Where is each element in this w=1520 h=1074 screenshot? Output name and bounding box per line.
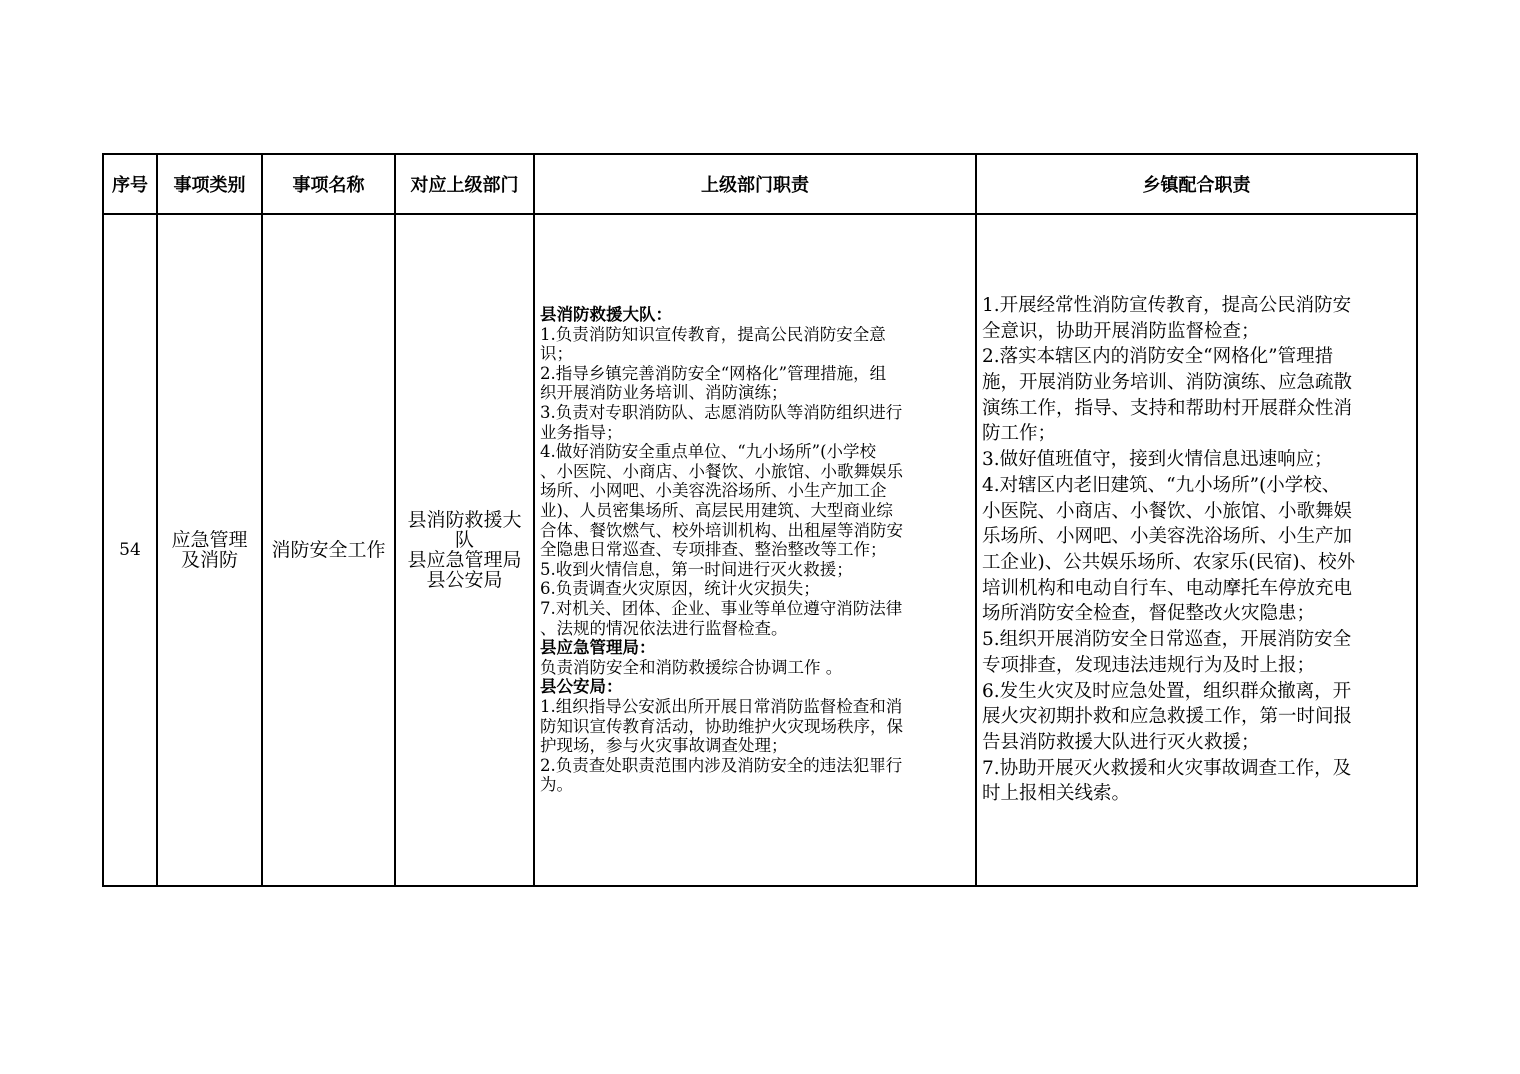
upper-duty-line: 为。 xyxy=(540,775,573,795)
header-row xyxy=(103,154,1417,214)
town-duty-line: 4.对辖区内老旧建筑、“九小场所”(小学校、 xyxy=(982,474,1341,496)
upper-duty-line: 负责消防安全和消防救援综合协调工作 。 xyxy=(540,657,843,677)
header-category: 事项类别 xyxy=(157,154,262,214)
dept-lines xyxy=(400,510,529,590)
cell-seq: 54 xyxy=(103,214,157,886)
cell-upper-duty xyxy=(534,214,976,886)
cell-category xyxy=(157,214,262,886)
town-duty-line: 展火灾初期扑救和应急救援工作，第一时间报 xyxy=(982,706,1353,728)
upper-duty-line: 6.负责调查火灾原因，统计火灾损失； xyxy=(540,579,820,599)
category-line: 应急管理 xyxy=(171,529,248,551)
town-duty-line: 时上报相关线索。 xyxy=(982,783,1131,805)
upper-duty-text xyxy=(540,305,969,795)
town-duty-line: 全意识，协助开展消防监督检查； xyxy=(982,320,1260,342)
upper-duty-line: 5.收到火情信息，第一时间进行灭火救援； xyxy=(540,559,853,579)
header-upper-duty: 上级部门职责 xyxy=(534,154,976,214)
cell-dept xyxy=(395,214,534,886)
town-duty-line: 场所消防安全检查，督促整改火灾隐患； xyxy=(982,603,1316,625)
upper-duty-line: 2.指导乡镇完善消防安全“网格化”管理措施，组 xyxy=(540,363,887,383)
town-duty-line: 5.组织开展消防安全日常巡查，开展消防安全 xyxy=(982,629,1352,651)
upper-duty-line: 场所、小网吧、小美容洗浴场所、小生产加工企 xyxy=(540,481,887,501)
header-dept: 对应上级部门 xyxy=(395,154,534,214)
town-duty-line: 3.做好值班值守，接到火情信息迅速响应； xyxy=(982,449,1333,471)
upper-duty-line: 2.负责查处职责范围内涉及消防安全的违法犯罪行 xyxy=(540,755,903,775)
upper-duty-line: 4.做好消防安全重点单位、“九小场所”(小学校 xyxy=(540,442,877,462)
town-duty-line: 乐场所、小网吧、小美容洗浴场所、小生产加 xyxy=(982,526,1353,548)
upper-duty-line: 县应急管理局： xyxy=(540,638,656,658)
town-duty-line: 专项排查，发现违法违规行为及时上报； xyxy=(982,654,1316,676)
upper-duty-line: 县公安局： xyxy=(540,677,623,697)
town-duty-text xyxy=(982,293,1412,807)
table-row xyxy=(103,214,1417,886)
town-duty-line: 小医院、小商店、小餐饮、小旅馆、小歌舞娱 xyxy=(982,500,1353,522)
upper-duty-line: 3.负责对专职消防队、志愿消防队等消防组织进行 xyxy=(540,403,903,423)
upper-duty-line: 识； xyxy=(540,344,573,364)
cell-town-duty xyxy=(976,214,1417,886)
cell-name: 消防安全工作 xyxy=(262,214,395,886)
upper-duty-line: 合体、餐饮燃气、校外培训机构、出租屋等消防安 xyxy=(540,520,903,540)
town-duty-line: 演练工作，指导、支持和帮助村开展群众性消 xyxy=(982,397,1353,419)
town-duty-line: 培训机构和电动自行车、电动摩托车停放充电 xyxy=(982,577,1353,599)
upper-duty-line: 、小医院、小商店、小餐饮、小旅馆、小歌舞娱乐 xyxy=(540,461,903,481)
upper-duty-line: 织开展消防业务培训、消防演练； xyxy=(540,383,788,403)
upper-duty-line: 县消防救援大队： xyxy=(540,305,672,325)
dept-line: 县公安局 xyxy=(426,569,503,591)
dept-line: 县消防救援大 xyxy=(407,509,522,531)
upper-duty-line: 全隐患日常巡查、专项排查、整治整改等工作； xyxy=(540,540,887,560)
town-duty-line: 防工作； xyxy=(982,423,1057,445)
dept-line: 县应急管理局 xyxy=(407,549,522,571)
town-duty-line: 6.发生火灾及时应急处置，组织群众撤离，开 xyxy=(982,680,1352,702)
upper-duty-line: 业务指导； xyxy=(540,422,623,442)
town-duty-line: 告县消防救援大队进行灭火救援； xyxy=(982,731,1260,753)
town-duty-line: 1.开展经常性消防宣传教育，提高公民消防安 xyxy=(982,294,1352,316)
upper-duty-line: 业)、人员密集场所、高层民用建筑、大型商业综 xyxy=(540,501,893,521)
town-duty-line: 施，开展消防业务培训、消防演练、应急疏散 xyxy=(982,372,1353,394)
category-lines xyxy=(162,530,257,570)
town-duty-line: 2.落实本辖区内的消防安全“网格化”管理措 xyxy=(982,346,1334,368)
upper-duty-line: 1.组织指导公安派出所开展日常消防监督检查和消 xyxy=(540,696,903,716)
category-line: 及消防 xyxy=(180,549,238,571)
header-seq: 序号 xyxy=(103,154,157,214)
upper-duty-line: 防知识宣传教育活动，协助维护火灾现场秩序，保 xyxy=(540,716,903,736)
town-duty-line: 7.协助开展灭火救援和火灾事故调查工作，及 xyxy=(982,757,1352,779)
header-name: 事项名称 xyxy=(262,154,395,214)
upper-duty-line: 7.对机关、团体、企业、事业等单位遵守消防法律 xyxy=(540,598,903,618)
header-town-duty: 乡镇配合职责 xyxy=(976,154,1417,214)
responsibility-table xyxy=(102,153,1418,887)
upper-duty-line: 、法规的情况依法进行监督检查。 xyxy=(540,618,788,638)
upper-duty-line: 1.负责消防知识宣传教育，提高公民消防安全意 xyxy=(540,324,886,344)
dept-line: 队 xyxy=(454,529,474,551)
town-duty-line: 工企业)、公共娱乐场所、农家乐(民宿)、校外 xyxy=(982,552,1356,573)
upper-duty-line: 护现场，参与火灾事故调查处理； xyxy=(540,736,788,756)
